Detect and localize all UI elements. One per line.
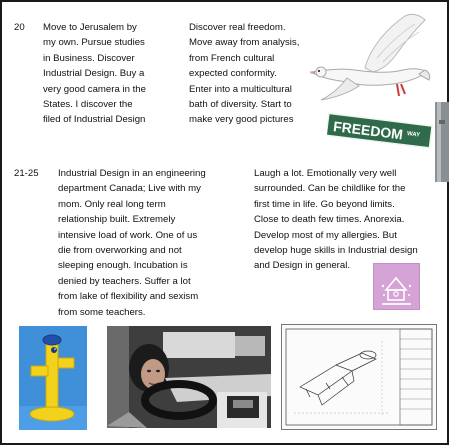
period2-right-text: Laugh a lot. Emotionally very well surrounded. Can be childlike for the first time in life. Go beyond limits. Close to death few times. Anorexia. Develop most of my allergies. But develop huge skills in Industrial design and Design in general. [254,168,418,272]
sign-suffix-text: WAY [406,131,421,139]
car-interior-photo [107,326,271,428]
yellow-toy-photo [19,326,87,430]
dove-image [307,12,432,104]
pink-stamp-icon [373,263,420,310]
period1-right-text: Discover real freedom. Move away from analysis, from French cultural expected conformity. Enter into a multicultural bath of diversity. Start to make very good pictures [189,22,300,126]
technical-drawing-image [281,324,437,430]
age-label-20: 20 [14,22,25,33]
sign-main-text: FREEDOM [332,118,404,143]
age-label-21-25: 21-25 [14,168,39,179]
period1-left-text: Move to Jerusalem by my own. Pursue studies in Business. Discover Industrial Design. Buy a very good camera in the States. I discover the filed of Industrial Design [43,22,146,126]
period2-left-text: Industrial Design in an engineering department Canada; Live with my mom. Only real long term relationship built. Extremely intensive load of work. One of us die from overworking and not sleeping enough. Incubation is denied by teachers. Suffer a lot from lake of flexibility and sexism from some teachers. [58,168,206,318]
